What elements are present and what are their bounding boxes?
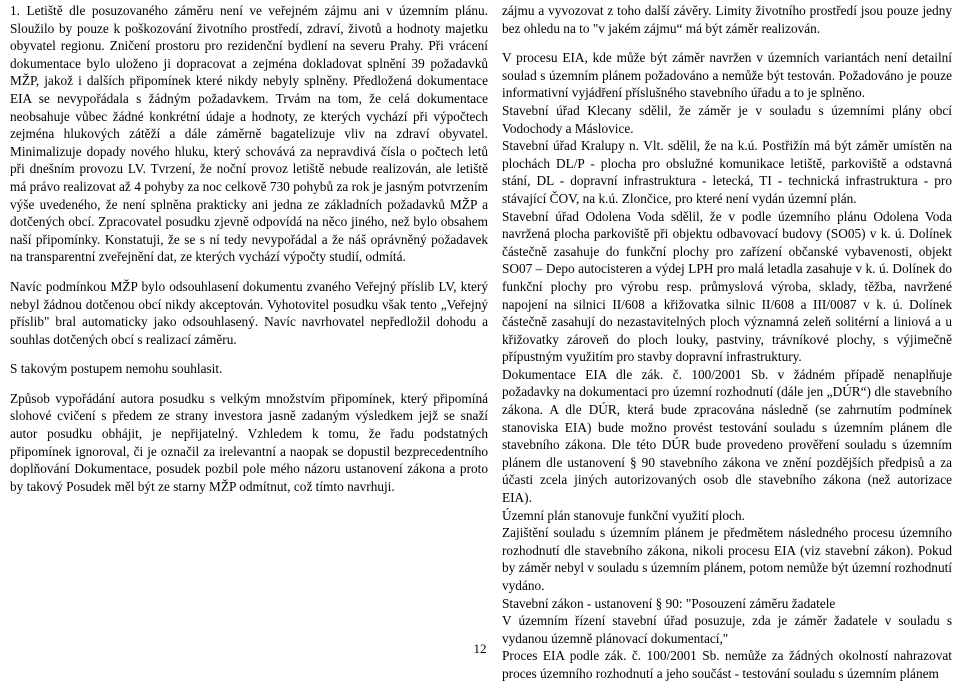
paragraph: zájmu a vyvozovat z toho další závěry. Limity životního prostředí jsou pouze jedny bez ohledu na to "v jakém zájmu“ má být záměr realizován. — [502, 3, 952, 36]
paragraph: Zajištění souladu s územním plánem je předmětem následného procesu územního rozhodnutí dle stavebního zákona, nikoli procesu EIA (viz stavební zákon). Pokud by záměr nebyl v souladu s územním plánem, potom nemůže být územní rozhodnutí vydáno. — [502, 525, 952, 593]
paragraph: Stavební zákon - ustanovení § 90: "Posouzení záměru žadatele — [502, 595, 836, 611]
paragraph: Navíc podmínkou MŽP bylo odsouhlasení dokumentu zvaného Veřejný příslib LV, který nebyl žádnou dotčenou obcí nikdy akceptován. Vyhotovitel posudku však tento „Veřejný příslib" bral automaticky jako odsouhlasený. Navíc navrhovatel nepředložil dohodu a souhlas dotčených obcí s realizací záměru. — [10, 278, 488, 347]
page-number: 12 — [473, 641, 487, 656]
left-column — [10, 2, 488, 495]
paragraph: Stavební úřad Klecany sdělil, že záměr je v souladu s územními plány obcí Vodochody a Máslovice. — [502, 102, 952, 136]
paragraph: Územní plán stanovuje funkční využití ploch. — [502, 507, 745, 523]
paragraph: Způsob vypořádání autora posudku s velkým množstvím připomínek, který připomíná slohové cvičení s předem ze strany investora jasně zadaným výsledkem jejž se snaží autor posudku obhájit, je nepřijatelný. Vzhledem k tomu, že řadu podstatných připomínek ignoroval, či je označil za irelevantní a naopak se dopustil bezprecedentního doplňování Dokumentace, posudek pozbil pole mého názoru ustanovení zákona a proto by takový Posudek měl být ze starny MŽP odmítnut, což tímto navrhuji. — [10, 390, 488, 494]
paragraph: S takovým postupem nemohu souhlasit. — [10, 361, 223, 377]
paragraph: Proces EIA podle zák. č. 100/2001 Sb. nemůže za žádných okolností nahrazovat proces územního rozhodnutí a jeho součást - testování souladu s územním plánem — [502, 648, 952, 681]
paragraph: V územním řízení stavební úřad posuzuje, zda je záměr žadatele v souladu s vydanou územně plánovací dokumentací," — [502, 613, 952, 646]
paragraph: Stavební úřad Kralupy n. Vlt. sdělil, že na k.ú. Postřižín má být záměr umístěn na plochách DL/P - plocha pro obslužné komunikace letiště, parkoviště a odstavná stání, DL - dopravní infrastruktura - letecká, TI - technická infrastruktura - pro stávající ČOV, na k.ú. Zlončice, pro které není vydán územní plán. — [502, 138, 952, 206]
paragraph: Stavební úřad Odolena Voda sdělil, že v podle územního plánu Odolena Voda navržená plocha parkoviště při objektu odbavovací budovy (SO05) v k. ú. Dolínek částečně zasahuje do funkční plochy pro zařízení občanské vybavenosti, objekt SO07 – Depo autocisteren a výdej LPH pro malá letadla zasahuje v k. ú. Dolínek do funkční plochy pro výrobu resp. průmyslová výroba, sklady, těžba, navržené napojení na silnici II/608 a křižovatka silnic II/608 a III/0087 v k. ú. Dolínek částečně zasahují do nezastavitelných ploch významná zeleň solitérní a liniová a u křižovatky zároveň do ploch louky, pastviny, trávníkové plochy, s výjimečně přípustným využitím pro stavby dopravní infrastruktury. — [502, 208, 952, 365]
paragraph: V procesu EIA, kde může být záměr navržen v územních variantách není detailní soulad s územním plánem požadováno a nemůže být testován. Požadováno je pouze informativní vyjádření příslušného stavebního úřadu a to je splněno. — [502, 50, 952, 101]
paragraph: 1. Letiště dle posuzovaného záměru není ve veřejném zájmu ani v územním plánu. Sloužilo by pouze k poškozování životního prostředí, zdraví, životů a hodnoty majetku obyvatel regionu. Zničení prostoru pro rezidenční bydlení na severu Prahy. Při vrácení dokumentace bylo uloženo ji dopracovat a zejména dokladovat splnění 39 požadavků MŽP, jakož i dalších připomínek které nikdy nebyly splněny. Předložená dokumentace EIA se nevypořádala s žádným požadavkem. Trvám na tom, že celá dokumentace neobsahuje vůbec žádné konkrétní údaje a hodnoty, ze kterých vychází při výpočtech zejména hlukových zátěží a dále záměrně bagatelizuje vliv na zdraví obyvatel. Minimalizuje dopady nového hluku, který schovává za nepravdivá čísla o počtech letů při dnešním provozu LV. Tvrzení, že noční provoz letiště nebude realizován, ale letiště má právo realizovat až 4 pohyby za noc celkově 730 pohybů za rok je jasným potvrzením výše uvedeného, že není splněna prakticky ani jedna ze základních požadavků MŽP a dotčených obcí. Zpracovatel posudku zjevně odpovídá na něco jiného, než bylo obsahem naší připomínky. Konstatuji, že se s ní tedy nevypořádal a že náš oprávněný požadavek na transparentní zveřejnění dat, ze kterých vychází výpočty studií, odmítá. — [10, 3, 488, 265]
right-column — [502, 2, 952, 683]
paragraph: Dokumentace EIA dle zák. č. 100/2001 Sb. v žádném případě nenaplňuje požadavky na dokumentaci pro územní rozhodnutí (dále jen „DÚR“) dle stavebního zákona. A dle DÚR, která bude zpracována následně (se zahrnutím podmínek stanoviska EIA) bude možno provést testování souladu s územním plánem dle stavebního zákona. Dle této DÚR bude provedeno prověření souladu s územním plánem dle ustanovení § 90 stavebního zákona ve znění pozdějších předpisů a za účasti zcela jiných autorizovaných osob dle stavebního zákona (než autorizace EIA). — [502, 366, 952, 506]
